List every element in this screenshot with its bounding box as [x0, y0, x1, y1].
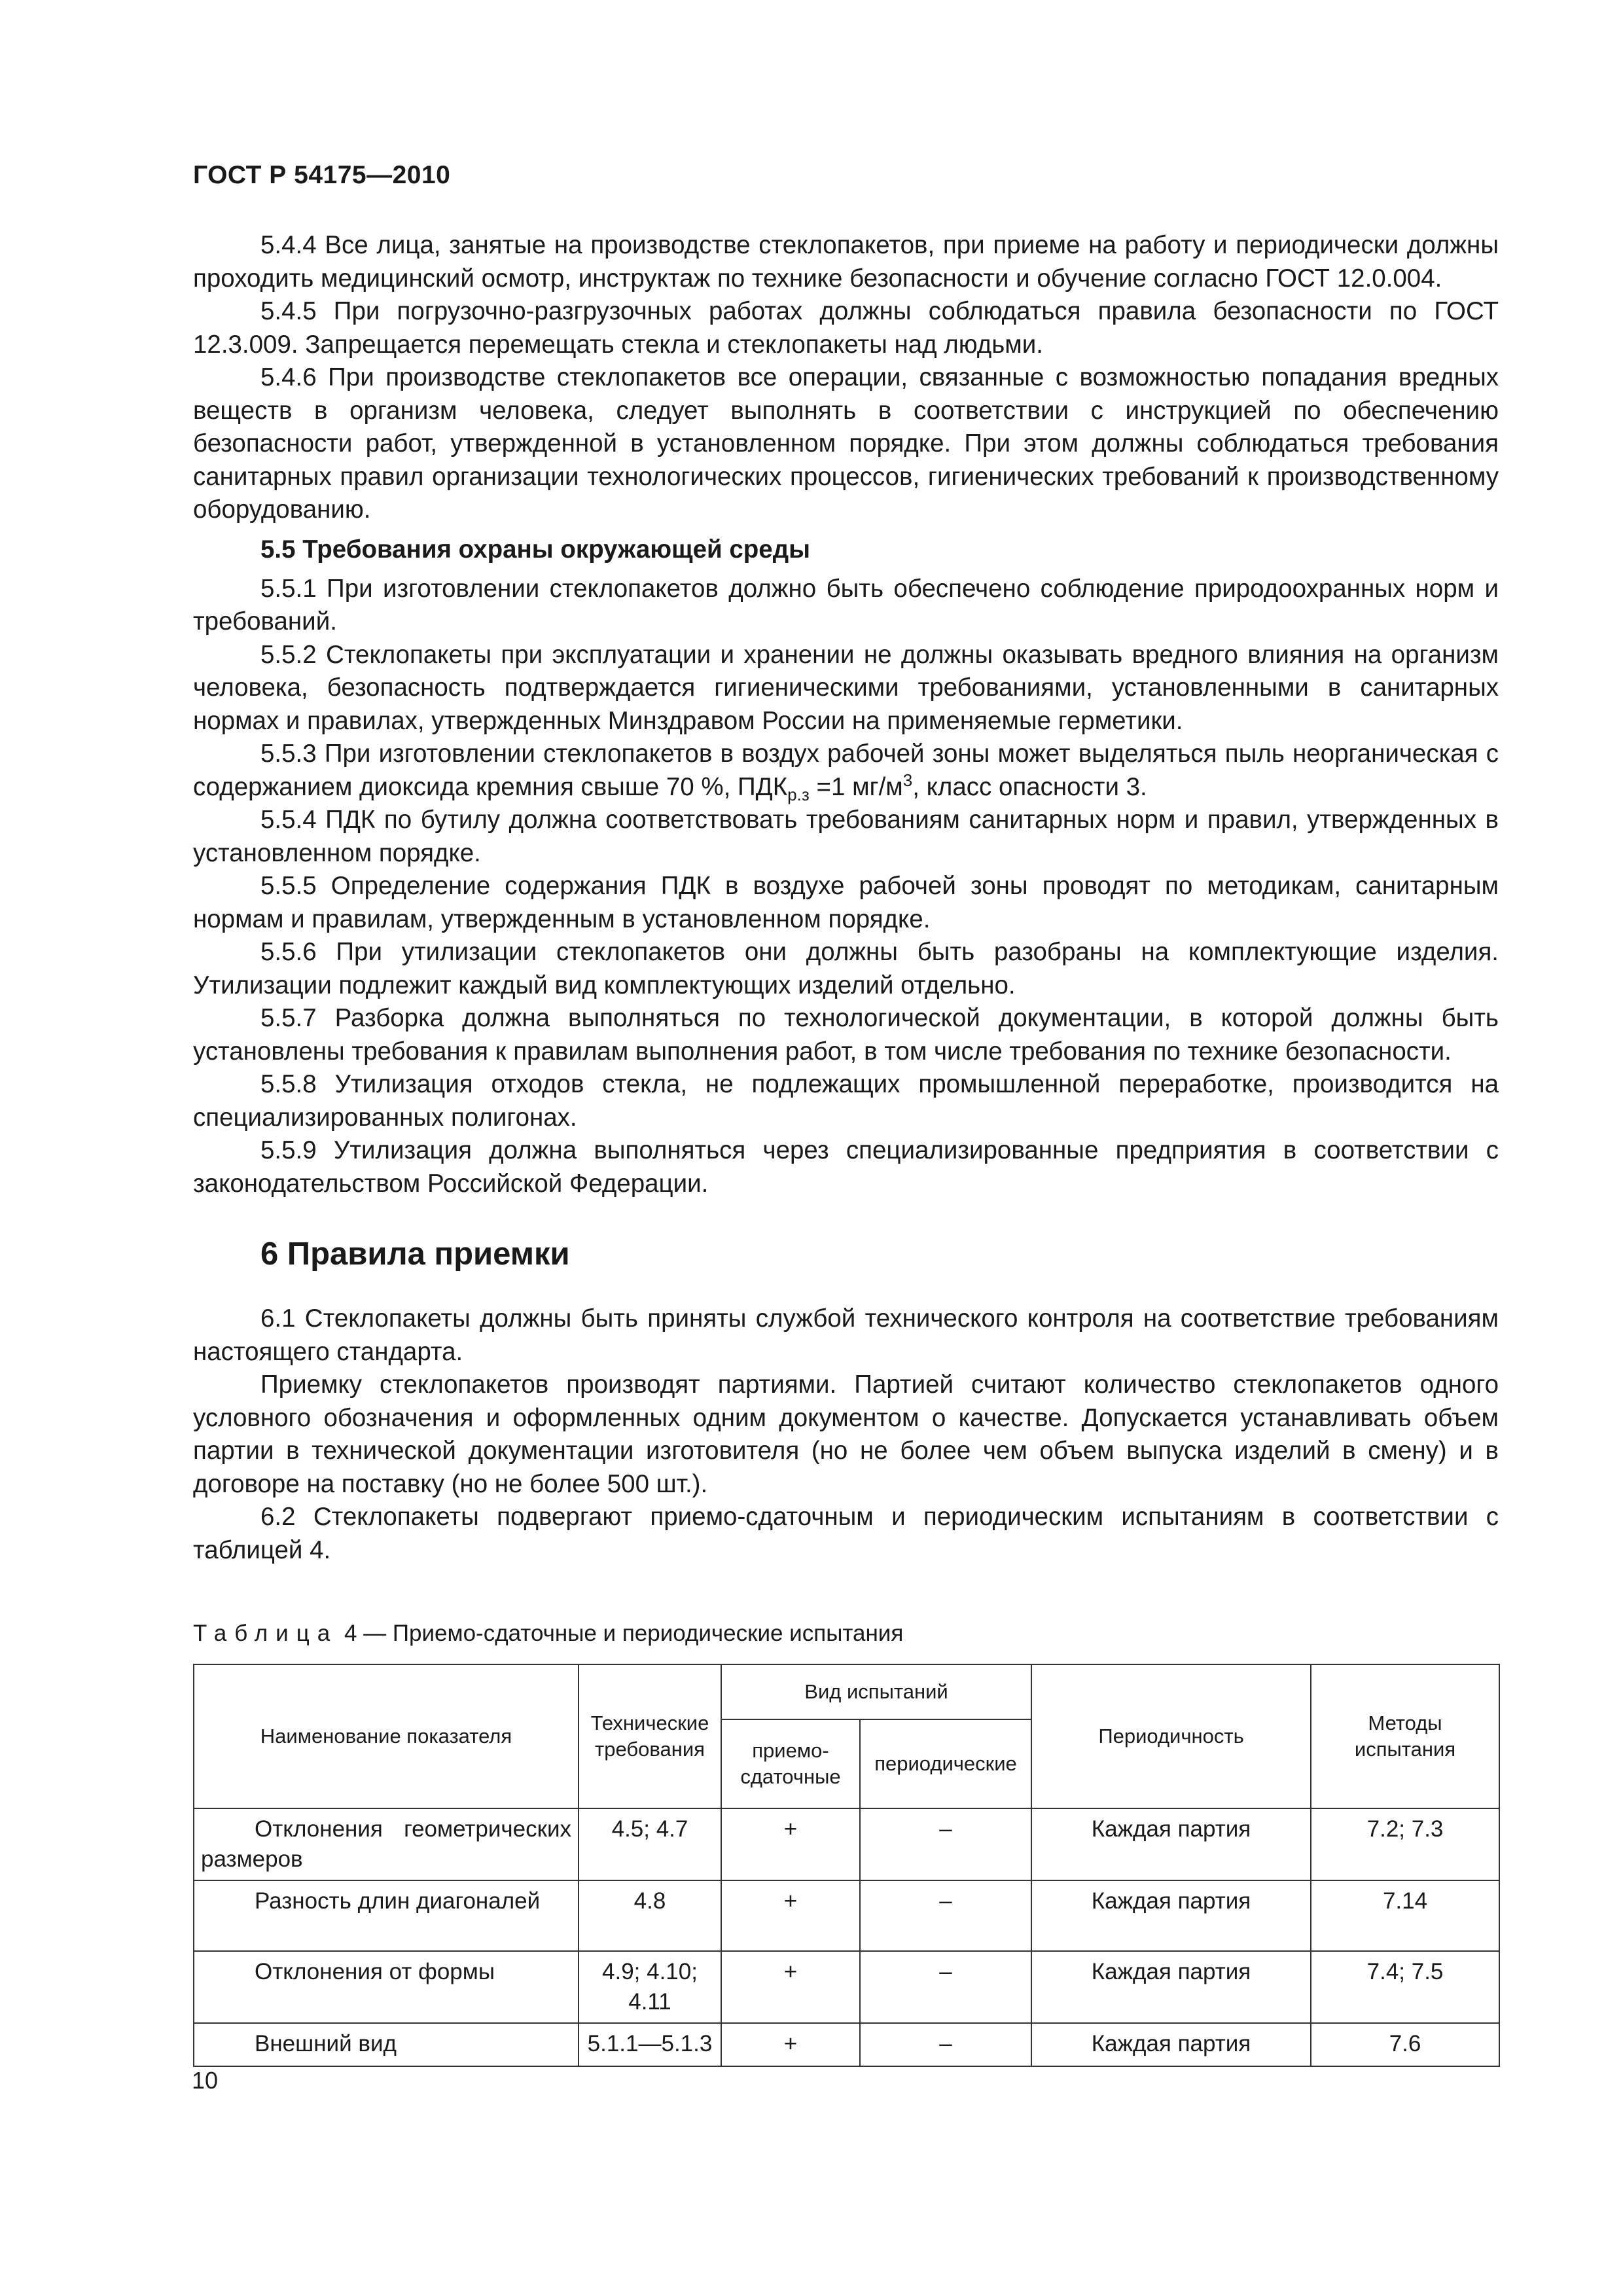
paragraph-6-2: 6.2 Стеклопакеты подвергают приемо-сдаточным и периодическим испытаниям в соответствии с таблицей 4. [193, 1503, 1499, 1564]
paragraph-5-5-5: 5.5.5 Определение содержания ПДК в воздухе рабочей зоны проводят по методикам, санитарным нормам и правилам, утвержденным в установленном порядке. [193, 872, 1499, 933]
paragraph-5-5-3-end: , класс опасности 3. [912, 772, 1147, 801]
cell-methods: 7.4; 7.5 [1311, 1951, 1499, 2023]
header-test-kind: Вид испытаний [721, 1664, 1031, 1719]
cell-acceptance: + [721, 2023, 860, 2066]
table-caption-label: Таблица [193, 1621, 338, 1646]
paragraph-5-5-3 [193, 738, 1499, 804]
cell-tech: 5.1.1—5.1.3 [579, 2023, 721, 2066]
paragraph-5-5-2: 5.5.2 Стеклопакеты при эксплуатации и хранении не должны оказывать вредного влияния на организм человека, безопасность подтверждается гигиеническими требованиями, установленными в санитарных нормах и правилах, утвержденных Минздравом России на применяемые герметики. [193, 640, 1499, 735]
document-header: ГОСТ Р 54175—2010 [193, 161, 451, 189]
cell-frequency: Каждая партия [1031, 1880, 1311, 1951]
section-6-heading: 6 Правила приемки [260, 1236, 570, 1272]
header-frequency: Периодичность [1031, 1664, 1311, 1808]
cell-methods: 7.14 [1311, 1880, 1499, 1951]
body-text [193, 229, 1499, 1567]
paragraph-5-5-3-text: 5.5.3 При изготовлении стеклопакетов в воздух рабочей зоны может выделяться пыль неорганическая с содержанием диоксида кремния свыше 70 %, ПДК [193, 740, 1499, 801]
table-row [194, 1880, 1499, 1951]
cell-frequency: Каждая партия [1031, 2023, 1311, 2066]
paragraph-5-4-5: 5.4.5 При погрузочно-разгрузочных работах должны соблюдаться правила безопасности по ГОСТ 12.3.009. Запрещается перемещать стекла и стеклопакеты над людьми. [193, 297, 1499, 359]
header-name: Наименование показателя [194, 1664, 579, 1808]
cell-tech: 4.5; 4.7 [579, 1808, 721, 1880]
header-acceptance: приемо-сдаточные [721, 1719, 860, 1808]
cell-methods: 7.6 [1311, 2023, 1499, 2066]
cell-name: Внешний вид [194, 2023, 579, 2066]
table-row [194, 2023, 1499, 2066]
paragraph-5-5-4: 5.5.4 ПДК по бутилу должна соответствовать требованиям санитарных норм и правил, утвержденных в установленном порядке. [193, 806, 1499, 867]
cell-frequency: Каждая партия [1031, 1951, 1311, 2023]
table-4 [193, 1664, 1500, 2067]
paragraph-5-5-3-value: =1 мг/м [809, 772, 903, 801]
cell-periodic: – [860, 2023, 1031, 2066]
cell-acceptance: + [721, 1951, 860, 2023]
section-5-5-heading: 5.5 Требования охраны окружающей среды [260, 535, 811, 564]
paragraph-6-1-batch: Приемку стеклопакетов производят партиями. Партией считают количество стеклопакетов одного условного обозначения и оформленных одним документом о качестве. Допускается устанавливать объем партии в технической документации изготовителя (но не более чем объем выпуска изделий в смену) и в договоре на поставку (но не более 500 шт.). [193, 1371, 1499, 1498]
paragraph-5-4-6: 5.4.6 При производстве стеклопакетов все операции, связанные с возможностью попадания вредных веществ в организм человека, следует выполнять в соответствии с инструкцией по обеспечению безопасности работ, утвержденной в установленном порядке. При этом должны соблюдаться требования санитарных правил организации технологических процессов, гигиенических требований к производственному оборудованию. [193, 363, 1499, 524]
unit-superscript: 3 [902, 770, 913, 790]
paragraph-5-5-1: 5.5.1 При изготовлении стеклопакетов должно быть обеспечено соблюдение природоохранных норм и требований. [193, 574, 1499, 636]
cell-acceptance: + [721, 1808, 860, 1880]
table-caption-title: 4 — Приемо-сдаточные и периодические испытания [338, 1621, 904, 1646]
header-periodic: периодические [860, 1719, 1031, 1808]
paragraph-5-4-4: 5.4.4 Все лица, занятые на производстве стеклопакетов, при приеме на работу и периодически должны проходить медицинский осмотр, инструктаж по технике безопасности и обучение согласно ГОСТ 12.0.004. [193, 231, 1499, 293]
pdk-subscript: р.з [787, 784, 810, 804]
paragraph-5-5-8: 5.5.8 Утилизация отходов стекла, не подлежащих промышленной переработке, производится на специализированных полигонах. [193, 1070, 1499, 1132]
paragraph-6-1: 6.1 Стеклопакеты должны быть приняты службой технического контроля на соответствие требованиям настоящего стандарта. [193, 1304, 1499, 1366]
cell-tech: 4.8 [579, 1880, 721, 1951]
cell-tech: 4.9; 4.10; 4.11 [579, 1951, 721, 2023]
cell-periodic: – [860, 1880, 1031, 1951]
cell-periodic: – [860, 1808, 1031, 1880]
cell-periodic: – [860, 1951, 1031, 2023]
paragraph-5-5-7: 5.5.7 Разборка должна выполняться по технологической документации, в которой должны быть установлены требования к правилам выполнения работ, в том числе требования по технике безопасности. [193, 1004, 1499, 1066]
cell-acceptance: + [721, 1880, 860, 1951]
cell-name: Отклонения геометрических размеров [194, 1808, 579, 1880]
table-row [194, 1951, 1499, 2023]
page-number: 10 [192, 2067, 219, 2094]
table-row [194, 1808, 1499, 1880]
paragraph-5-5-9: 5.5.9 Утилизация должна выполняться через специализированные предприятия в соответствии с законодательством Российской Федерации. [193, 1136, 1499, 1198]
cell-frequency: Каждая партия [1031, 1808, 1311, 1880]
table-caption [193, 1619, 903, 1648]
cell-methods: 7.2; 7.3 [1311, 1808, 1499, 1880]
paragraph-5-5-6: 5.5.6 При утилизации стеклопакетов они должны быть разобраны на комплектующие изделия. Утилизации подлежит каждый вид комплектующих изделий отдельно. [193, 938, 1499, 999]
header-tech-requirements: Технические требования [579, 1664, 721, 1808]
cell-name: Отклонения от формы [194, 1951, 579, 2023]
header-methods: Методы испытания [1311, 1664, 1499, 1808]
cell-name: Разность длин диагоналей [194, 1880, 579, 1951]
